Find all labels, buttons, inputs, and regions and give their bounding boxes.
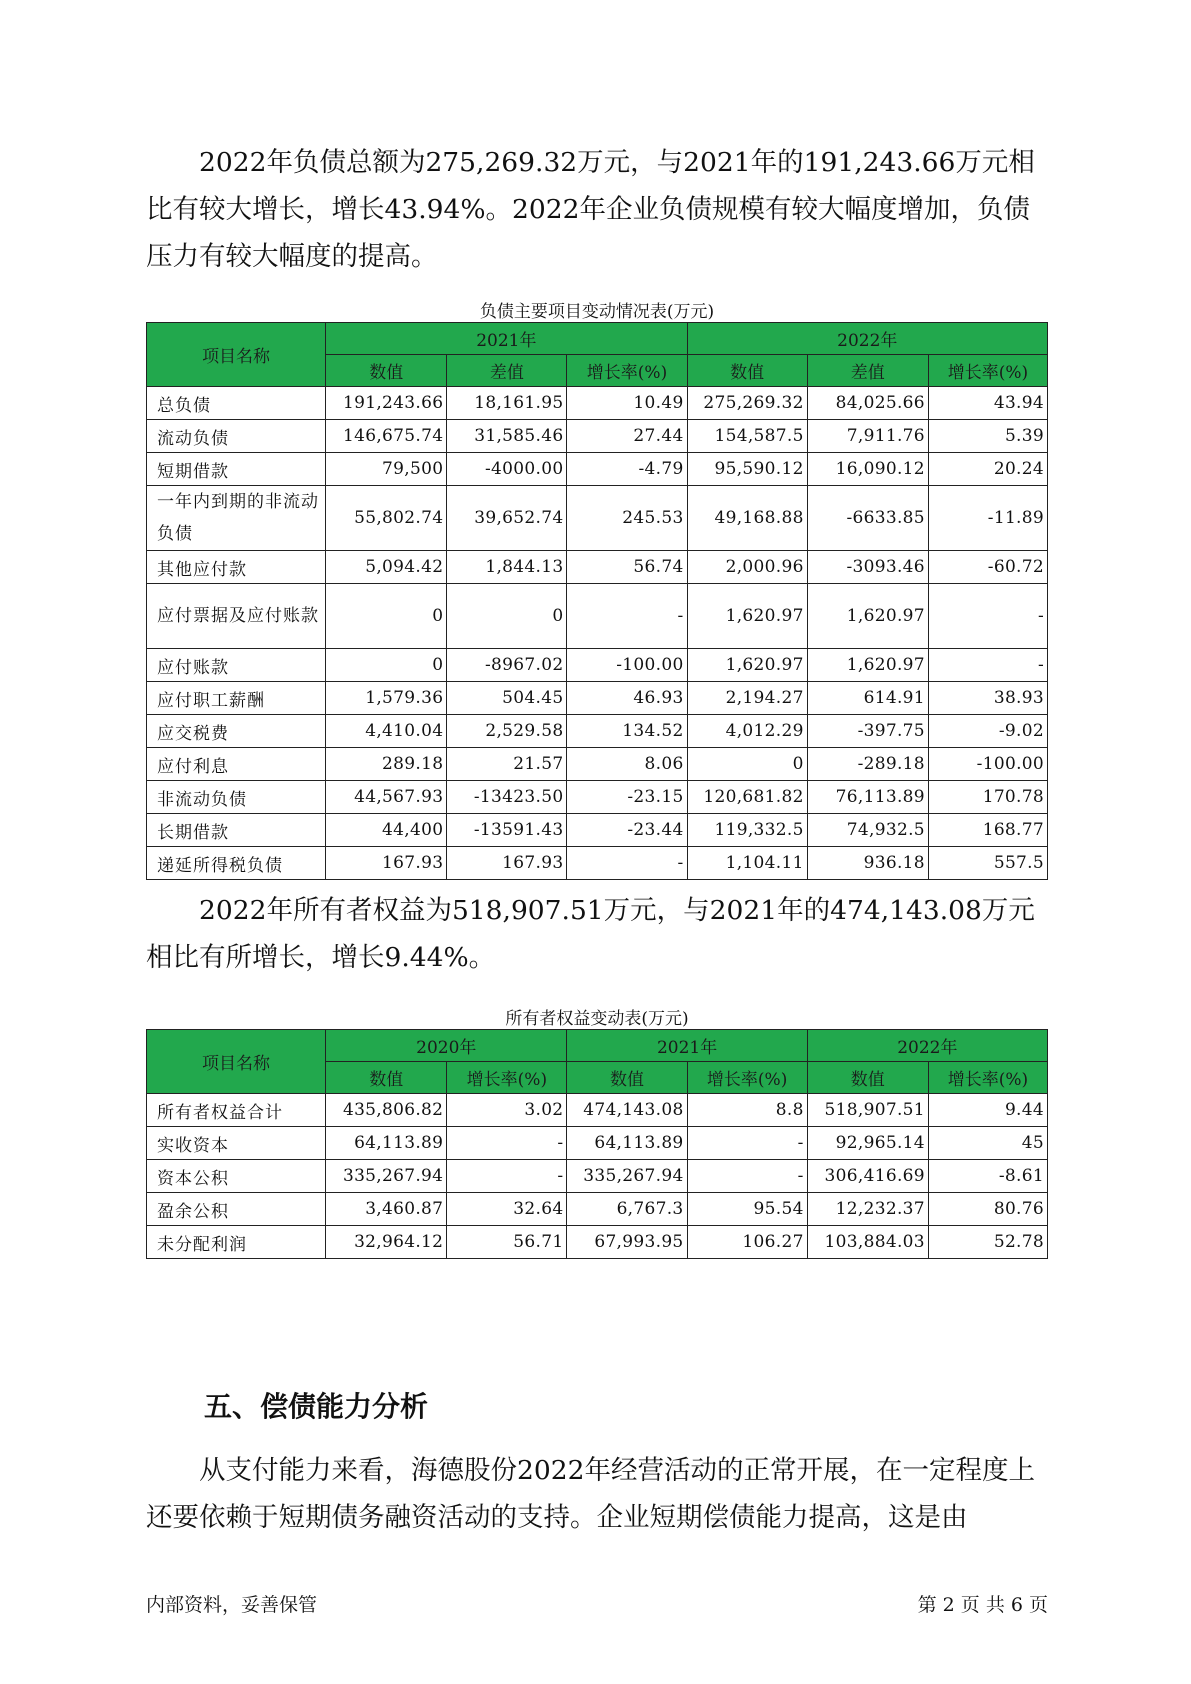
table-cell: -4.79 bbox=[567, 453, 687, 486]
table-cell: 74,932.5 bbox=[807, 814, 928, 847]
subheader: 差值 bbox=[447, 355, 567, 387]
table-cell: 45 bbox=[928, 1127, 1047, 1160]
subheader: 差值 bbox=[807, 355, 928, 387]
table-cell: 55,802.74 bbox=[326, 486, 447, 551]
table-cell: -13591.43 bbox=[447, 814, 567, 847]
table-cell: -4000.00 bbox=[447, 453, 567, 486]
table-cell: 0 bbox=[326, 584, 447, 649]
subheader: 增长率(%) bbox=[567, 355, 687, 387]
row-label: 长期借款 bbox=[147, 814, 326, 847]
header-year: 2021年 bbox=[567, 1030, 807, 1062]
table-cell: 146,675.74 bbox=[326, 420, 447, 453]
header-item-name: 项目名称 bbox=[147, 1030, 326, 1094]
table-cell: 32.64 bbox=[447, 1193, 567, 1226]
table-cell: 9.44 bbox=[928, 1094, 1047, 1127]
table-cell: 245.53 bbox=[567, 486, 687, 551]
table-cell: 167.93 bbox=[447, 847, 567, 880]
row-label: 实收资本 bbox=[147, 1127, 326, 1160]
table-cell: 3.02 bbox=[447, 1094, 567, 1127]
row-label: 非流动负债 bbox=[147, 781, 326, 814]
table-row bbox=[147, 1094, 1048, 1127]
subheader: 数值 bbox=[687, 355, 807, 387]
table2-caption: 所有者权益变动表(万元) bbox=[505, 1009, 689, 1029]
table-cell: 1,620.97 bbox=[807, 584, 928, 649]
table-cell: -100.00 bbox=[928, 748, 1047, 781]
header-year: 2022年 bbox=[807, 1030, 1047, 1062]
subheader: 增长率(%) bbox=[687, 1062, 807, 1094]
table-row bbox=[147, 486, 1048, 551]
equity-table bbox=[146, 1029, 1048, 1259]
table-cell: 56.71 bbox=[447, 1226, 567, 1259]
row-label: 未分配利润 bbox=[147, 1226, 326, 1259]
table-cell: -60.72 bbox=[928, 551, 1047, 584]
table-cell: 1,844.13 bbox=[447, 551, 567, 584]
table-cell: 1,620.97 bbox=[687, 649, 807, 682]
table-row bbox=[147, 682, 1048, 715]
table-cell: -3093.46 bbox=[807, 551, 928, 584]
table-cell: 16,090.12 bbox=[807, 453, 928, 486]
row-label: 应付利息 bbox=[147, 748, 326, 781]
header-year: 2022年 bbox=[687, 323, 1047, 355]
footer-confidential: 内部资料，妥善保管 bbox=[146, 1594, 318, 1616]
row-label: 盈余公积 bbox=[147, 1193, 326, 1226]
table-row bbox=[147, 814, 1048, 847]
table-row bbox=[147, 1226, 1048, 1259]
table-cell: 1,620.97 bbox=[807, 649, 928, 682]
table-cell: - bbox=[567, 584, 687, 649]
table-row bbox=[147, 715, 1048, 748]
section-heading: 五、偿债能力分析 bbox=[204, 1390, 429, 1423]
header-year: 2020年 bbox=[326, 1030, 567, 1062]
table-cell: -289.18 bbox=[807, 748, 928, 781]
table-row bbox=[147, 748, 1048, 781]
table-cell: 0 bbox=[687, 748, 807, 781]
table-cell: 43.94 bbox=[928, 387, 1047, 420]
table-cell: 12,232.37 bbox=[807, 1193, 928, 1226]
table-cell: 134.52 bbox=[567, 715, 687, 748]
row-label: 应付票据及应付账款 bbox=[147, 584, 326, 649]
table-cell: 20.24 bbox=[928, 453, 1047, 486]
table-cell: - bbox=[928, 584, 1047, 649]
table1-caption: 负债主要项目变动情况表(万元) bbox=[479, 302, 715, 322]
row-label: 应交税费 bbox=[147, 715, 326, 748]
table-cell: 38.93 bbox=[928, 682, 1047, 715]
table-cell: 21.57 bbox=[447, 748, 567, 781]
table-cell: 5,094.42 bbox=[326, 551, 447, 584]
table-cell: 168.77 bbox=[928, 814, 1047, 847]
table-cell: 1,579.36 bbox=[326, 682, 447, 715]
table-cell: - bbox=[928, 649, 1047, 682]
table-cell: 5.39 bbox=[928, 420, 1047, 453]
table-cell: -9.02 bbox=[928, 715, 1047, 748]
row-label: 递延所得税负债 bbox=[147, 847, 326, 880]
table-cell: -8967.02 bbox=[447, 649, 567, 682]
table-cell: 4,410.04 bbox=[326, 715, 447, 748]
table-cell: - bbox=[567, 847, 687, 880]
table-cell: 120,681.82 bbox=[687, 781, 807, 814]
table-row bbox=[147, 781, 1048, 814]
header-year: 2021年 bbox=[326, 323, 687, 355]
subheader: 增长率(%) bbox=[928, 355, 1047, 387]
table-cell: 435,806.82 bbox=[326, 1094, 447, 1127]
table-cell: 92,965.14 bbox=[807, 1127, 928, 1160]
table-cell: 27.44 bbox=[567, 420, 687, 453]
row-label: 短期借款 bbox=[147, 453, 326, 486]
table-cell: 95.54 bbox=[687, 1193, 807, 1226]
table-cell: 0 bbox=[326, 649, 447, 682]
table-cell: -397.75 bbox=[807, 715, 928, 748]
row-label: 资本公积 bbox=[147, 1160, 326, 1193]
table-row bbox=[147, 1127, 1048, 1160]
table-row bbox=[147, 1193, 1048, 1226]
table-cell: -23.15 bbox=[567, 781, 687, 814]
table-cell: 119,332.5 bbox=[687, 814, 807, 847]
table-cell: 8.8 bbox=[687, 1094, 807, 1127]
table-cell: 8.06 bbox=[567, 748, 687, 781]
table-cell: 6,767.3 bbox=[567, 1193, 687, 1226]
table-cell: 306,416.69 bbox=[807, 1160, 928, 1193]
table-cell: 518,907.51 bbox=[807, 1094, 928, 1127]
table-cell: -11.89 bbox=[928, 486, 1047, 551]
subheader: 增长率(%) bbox=[447, 1062, 567, 1094]
table-cell: 3,460.87 bbox=[326, 1193, 447, 1226]
subheader: 数值 bbox=[567, 1062, 687, 1094]
liabilities-table bbox=[146, 322, 1048, 880]
table-cell: -100.00 bbox=[567, 649, 687, 682]
row-label: 一年内到期的非流动负债 bbox=[147, 486, 326, 551]
table-cell: 335,267.94 bbox=[326, 1160, 447, 1193]
header-item-name: 项目名称 bbox=[147, 323, 326, 387]
table-row bbox=[147, 387, 1048, 420]
table-cell: 504.45 bbox=[447, 682, 567, 715]
table-cell: - bbox=[447, 1160, 567, 1193]
table-cell: 474,143.08 bbox=[567, 1094, 687, 1127]
table-cell: 46.93 bbox=[567, 682, 687, 715]
table-cell: -23.44 bbox=[567, 814, 687, 847]
table-cell: -13423.50 bbox=[447, 781, 567, 814]
row-label: 总负债 bbox=[147, 387, 326, 420]
row-label: 所有者权益合计 bbox=[147, 1094, 326, 1127]
subheader: 增长率(%) bbox=[928, 1062, 1047, 1094]
table-cell: 80.76 bbox=[928, 1193, 1047, 1226]
table-cell: 275,269.32 bbox=[687, 387, 807, 420]
table-cell: - bbox=[687, 1160, 807, 1193]
table-cell: -6633.85 bbox=[807, 486, 928, 551]
table-row bbox=[147, 847, 1048, 880]
table-cell: -8.61 bbox=[928, 1160, 1047, 1193]
subheader: 数值 bbox=[326, 355, 447, 387]
table-cell: 31,585.46 bbox=[447, 420, 567, 453]
table-cell: 936.18 bbox=[807, 847, 928, 880]
table-row bbox=[147, 453, 1048, 486]
table-cell: 56.74 bbox=[567, 551, 687, 584]
table-cell: 2,529.58 bbox=[447, 715, 567, 748]
table-cell: 170.78 bbox=[928, 781, 1047, 814]
subheader: 数值 bbox=[807, 1062, 928, 1094]
table-cell: 2,194.27 bbox=[687, 682, 807, 715]
paragraph-solvency: 从支付能力来看，海德股份2022年经营活动的正常开展，在一定程度上还要依赖于短期债务融资活动的支持。企业短期偿债能力提高，这是由 bbox=[146, 1455, 1035, 1533]
table-cell: - bbox=[447, 1127, 567, 1160]
table-cell: 2,000.96 bbox=[687, 551, 807, 584]
table-cell: 67,993.95 bbox=[567, 1226, 687, 1259]
row-label: 流动负债 bbox=[147, 420, 326, 453]
table-cell: - bbox=[687, 1127, 807, 1160]
table-cell: 106.27 bbox=[687, 1226, 807, 1259]
table-cell: 1,104.11 bbox=[687, 847, 807, 880]
paragraph-equity: 2022年所有者权益为518,907.51万元，与2021年的474,143.08万元相比有所增长，增长9.44%。 bbox=[146, 895, 1035, 973]
table-cell: 167.93 bbox=[326, 847, 447, 880]
paragraph-liabilities: 2022年负债总额为275,269.32万元，与2021年的191,243.66万元相比有较大增长，增长43.94%。2022年企业负债规模有较大幅度增加，负债压力有较大幅度的提高。 bbox=[146, 147, 1035, 272]
table-cell: 79,500 bbox=[326, 453, 447, 486]
table-cell: 52.78 bbox=[928, 1226, 1047, 1259]
table-cell: 10.49 bbox=[567, 387, 687, 420]
table-cell: 39,652.74 bbox=[447, 486, 567, 551]
table-cell: 4,012.29 bbox=[687, 715, 807, 748]
table-cell: 32,964.12 bbox=[326, 1226, 447, 1259]
table-cell: 0 bbox=[447, 584, 567, 649]
row-label: 应付职工薪酬 bbox=[147, 682, 326, 715]
table-row bbox=[147, 551, 1048, 584]
table-cell: 557.5 bbox=[928, 847, 1047, 880]
table-cell: 614.91 bbox=[807, 682, 928, 715]
table-cell: 84,025.66 bbox=[807, 387, 928, 420]
table-cell: 64,113.89 bbox=[567, 1127, 687, 1160]
table-cell: 49,168.88 bbox=[687, 486, 807, 551]
table-cell: 44,400 bbox=[326, 814, 447, 847]
table-cell: 64,113.89 bbox=[326, 1127, 447, 1160]
table-cell: 1,620.97 bbox=[687, 584, 807, 649]
subheader: 数值 bbox=[326, 1062, 447, 1094]
table-cell: 335,267.94 bbox=[567, 1160, 687, 1193]
table-cell: 76,113.89 bbox=[807, 781, 928, 814]
table-cell: 95,590.12 bbox=[687, 453, 807, 486]
table-row bbox=[147, 1160, 1048, 1193]
table-cell: 18,161.95 bbox=[447, 387, 567, 420]
table-cell: 103,884.03 bbox=[807, 1226, 928, 1259]
table-cell: 44,567.93 bbox=[326, 781, 447, 814]
table-cell: 7,911.76 bbox=[807, 420, 928, 453]
row-label: 应付账款 bbox=[147, 649, 326, 682]
table-cell: 191,243.66 bbox=[326, 387, 447, 420]
table-cell: 154,587.5 bbox=[687, 420, 807, 453]
footer-page-number: 第 2 页 共 6 页 bbox=[917, 1594, 1048, 1616]
table-row bbox=[147, 584, 1048, 649]
row-label: 其他应付款 bbox=[147, 551, 326, 584]
table-row bbox=[147, 420, 1048, 453]
table-row bbox=[147, 649, 1048, 682]
table-cell: 289.18 bbox=[326, 748, 447, 781]
